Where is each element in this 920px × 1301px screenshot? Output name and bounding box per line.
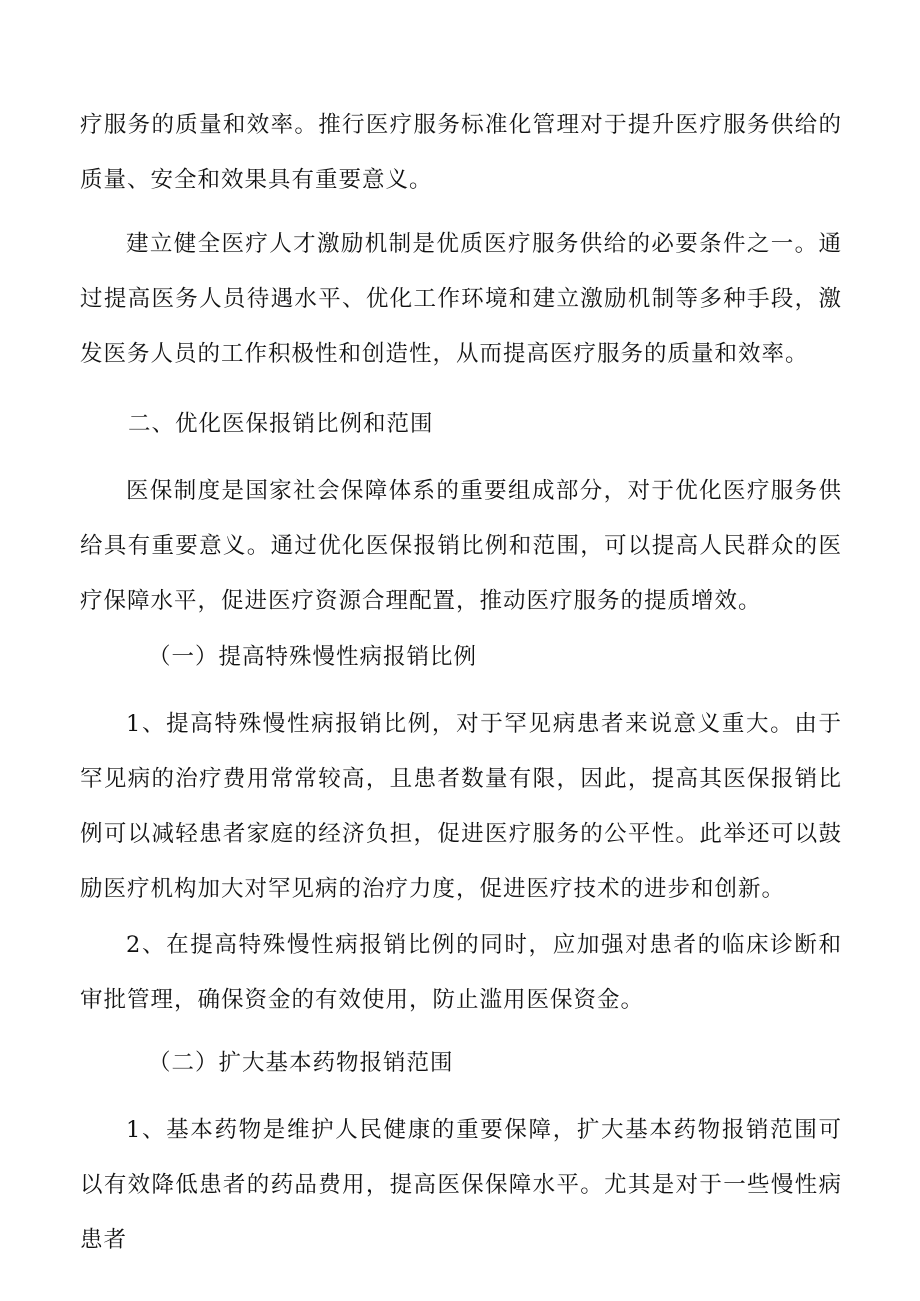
paragraph-standardization: 疗服务的质量和效率。推行医疗服务标准化管理对于提升医疗服务供给的质量、安全和效果具有重要意义。 xyxy=(80,112,842,193)
subsection-heading-chronic-disease: （一）提高特殊慢性病报销比例 xyxy=(148,644,478,670)
section-heading-insurance: 二、优化医保报销比例和范围 xyxy=(128,411,434,437)
paragraph-rare-disease: 1、提高特殊慢性病报销比例，对于罕见病患者来说意义重大。由于罕见病的治疗费用常常较高，且患者数量有限，因此，提高其医保报销比例可以减轻患者家庭的经济负担，促进医疗服务的公平性。此举还可以鼓励医疗机构加大对罕见病的治疗力度，促进医疗技术的进步和创新。 xyxy=(80,711,842,902)
subsection-heading-essential-drugs: （二）扩大基本药物报销范围 xyxy=(148,1050,454,1076)
paragraph-approval-management: 2、在提高特殊慢性病报销比例的同时，应加强对患者的临床诊断和审批管理，确保资金的有效使用，防止滥用医保资金。 xyxy=(80,932,842,1013)
paragraph-talent-incentive: 建立健全医疗人才激励机制是优质医疗服务供给的必要条件之一。通过提高医务人员待遇水平、优化工作环境和建立激励机制等多种手段，激发医务人员的工作积极性和创造性，从而提高医疗服务的质量和效率。 xyxy=(80,231,842,367)
paragraph-insurance-system: 医保制度是国家社会保障体系的重要组成部分，对于优化医疗服务供给具有重要意义。通过优化医保报销比例和范围，可以提高人民群众的医疗保障水平，促进医疗资源合理配置，推动医疗服务的提质增效。 xyxy=(80,478,842,614)
paragraph-essential-drugs: 1、基本药物是维护人民健康的重要保障，扩大基本药物报销范围可以有效降低患者的药品费用，提高医保保障水平。尤其是对于一些慢性病患者 xyxy=(80,1117,842,1253)
